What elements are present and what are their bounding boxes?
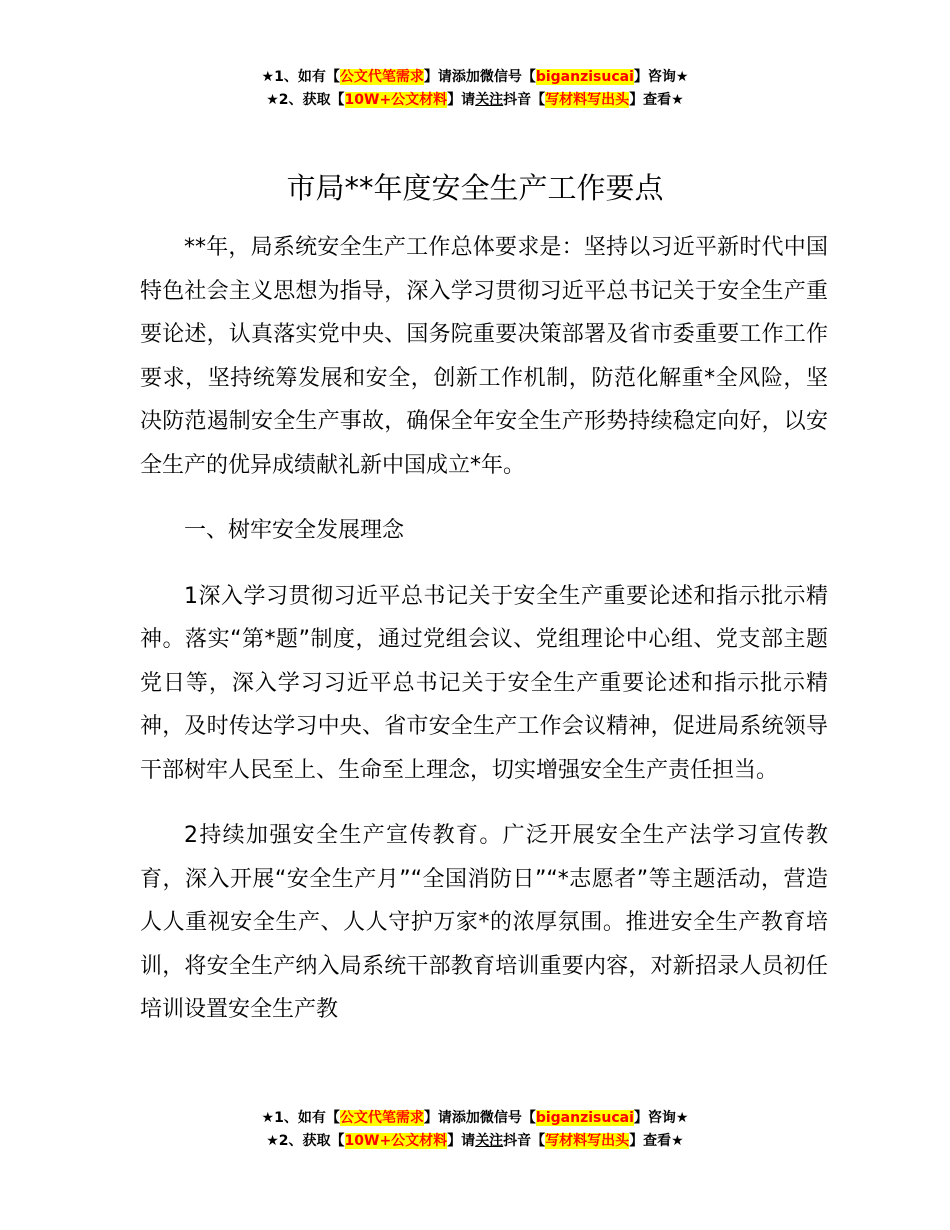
footer-banner (0, 1107, 950, 1153)
banner-line-2: ★2、获取【10W+公文材料】请关注抖音【写材料写出头】查看★ (266, 92, 684, 108)
banner-highlight: biganzisucai (535, 69, 634, 85)
banner-highlight: 写材料写出头 (545, 1133, 630, 1149)
banner-underline: 关注 (475, 1133, 504, 1149)
document-body (140, 226, 828, 1032)
banner-underline: 关注 (475, 92, 504, 108)
banner-highlight: biganzisucai (535, 1110, 634, 1126)
header-banner (0, 66, 950, 112)
banner-line-1: ★1、如有【公文代笔需求】请添加微信号【biganzisucai】咨询★ (261, 69, 689, 85)
paragraph-item-1: 1深入学习贯彻习近平总书记关于安全生产重要论述和指示批示精神。落实“第*题”制度，通过党组会议、党组理论中心组、党支部主题党日等，深入学习习近平总书记关于安全生产重要论述和指示批示精神，及时传达学习中央、省市安全生产工作会议精神，促进局系统领导干部树牢人民至上、生命至上理念，切实增强安全生产责任担当。 (140, 583, 828, 783)
banner-highlight: 公文代笔需求 (339, 1110, 424, 1126)
document-title: 市局**年度安全生产工作要点 (286, 171, 664, 205)
banner-highlight: 公文代笔需求 (339, 69, 424, 85)
paragraph-item-2: 2持续加强安全生产宣传教育。广泛开展安全生产法学习宣传教育，深入开展“安全生产月”“全国消防日”“*志愿者”等主题活动，营造人人重视安全生产、人人守护万家*的浓厚氛围。推进安全生产教育培训，将安全生产纳入局系统干部教育培训重要内容，对新招录人员初任培训设置安全生产教 (140, 823, 828, 1022)
banner-highlight: 10W+公文材料 (344, 1133, 448, 1149)
banner-highlight: 10W+公文材料 (344, 92, 448, 108)
banner-line-2: ★2、获取【10W+公文材料】请关注抖音【写材料写出头】查看★ (266, 1133, 684, 1149)
banner-highlight: 写材料写出头 (545, 92, 630, 108)
banner-line-1: ★1、如有【公文代笔需求】请添加微信号【biganzisucai】咨询★ (261, 1110, 689, 1126)
section-heading: 一、树牢安全发展理念 (184, 518, 405, 543)
paragraph-intro: **年，局系统安全生产工作总体要求是：坚持以习近平新时代中国特色社会主义思想为指导，深入学习贯彻习近平总书记关于安全生产重要论述，认真落实党中央、国务院重要决策部署及省市委重要工作工作要求，坚持统筹发展和安全，创新工作机制，防范化解重*全风险，坚决防范遏制安全生产事故，确保全年安全生产形势持续稳定向好，以安全生产的优异成绩献礼新中国成立*年。 (140, 235, 828, 478)
